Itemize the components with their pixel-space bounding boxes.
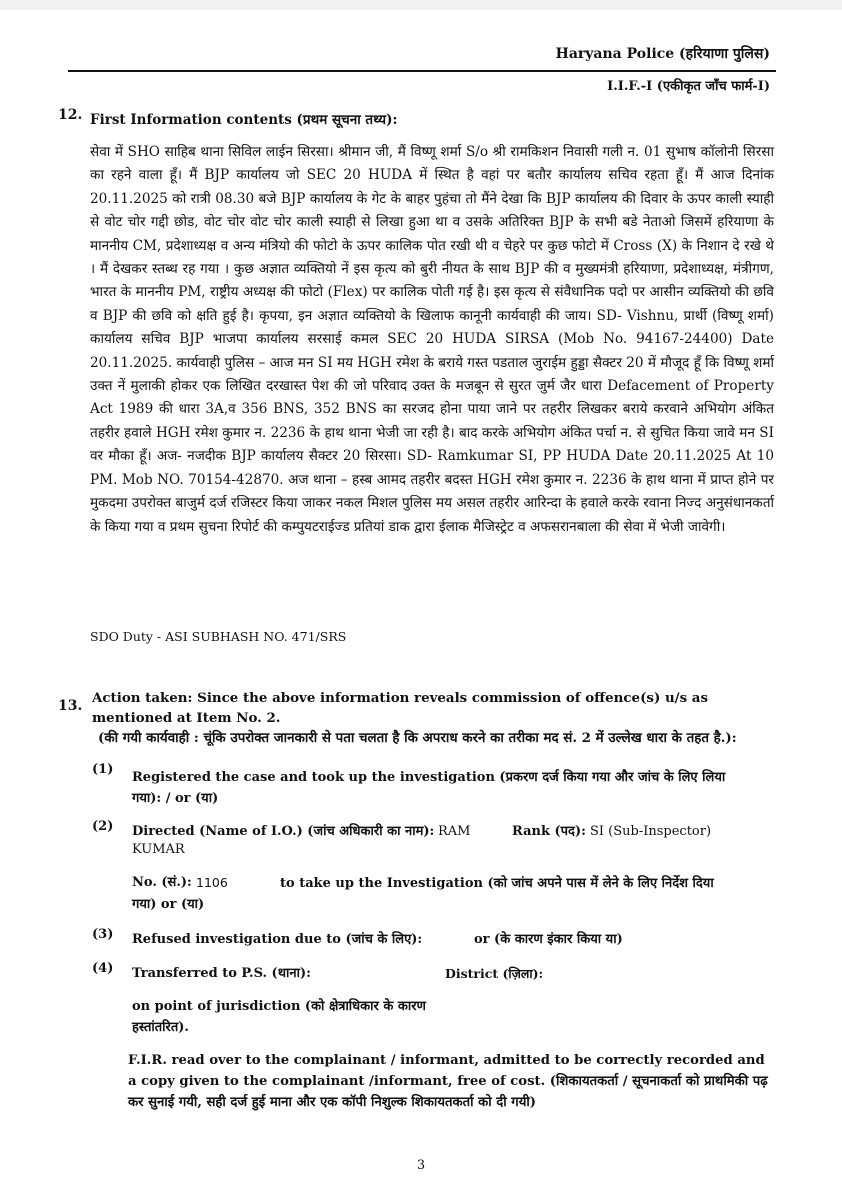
fir-read-over-note: F.I.R. read over to the complainant / informant, admitted to be correctly recorded and a copy given to the complainant /informant, free of cost. (शिकायतकर्ता / सूचनाकर्ता को प्राथमिकी पढ़ कर सुनाई गयी, सही दर्ज हुई माना और एक कॉपी निशुल्क शिकायतकर्ता को दी गयी) [128, 1053, 768, 1110]
section-13-title [92, 688, 772, 748]
top-band [0, 0, 842, 10]
io-number-value: 1106 [196, 875, 228, 890]
item-3-number: (3) [92, 927, 114, 942]
section-13-number: 13. [58, 698, 83, 714]
section-13-title-en: Action taken: Since the above information reveals commission of offence(s) u/s as mentioned at Item No. 2. [92, 690, 708, 726]
jurisdiction-text: on point of jurisdiction (को क्षेत्राधिकार के कारण हस्तांतरित). [132, 999, 426, 1035]
refused-reason-or: or (के कारण इंकार किया या) [474, 932, 623, 947]
item-1-text: Registered the case and took up the investigation (प्रकरण दर्ज किया गया और जांच के लिए लिया गया): / or (या) [132, 770, 726, 806]
header-org: Haryana Police (हरियाणा पुलिस) [555, 46, 770, 62]
header-form-name: I.I.F.-I (एकीकृत जाँच फार्म-I) [607, 79, 770, 94]
rank-label: Rank (पद): [512, 824, 586, 839]
directed-io-label: Directed (Name of I.O.) (जांच अधिकारी का नाम): [132, 824, 435, 839]
item-1-number: (1) [92, 762, 114, 777]
section-12-number: 12. [58, 107, 83, 123]
refused-investigation: Refused investigation due to (जांच के लिए): [132, 932, 423, 947]
io-number-label: No. (सं.): [132, 875, 192, 890]
transferred-ps-label: Transferred to P.S. (थाना): [132, 966, 311, 981]
first-information-contents: सेवा में SHO साहिब थाना सिविल लाईन सिरसा। श्रीमान जी, मैं विष्णू शर्मा S/o श्री रामकिशन निवासी गली न. 01 सुभाष कॉलोनी सिरसा का रहने वाला हूँ। मैं BJP कार्यालय जो SEC 20 HUDA में स्थित है वहां पर बतौर कार्यालय सचिव रहता हूँ। मैं आज दिनांक 20.11.2025 को रात्री 08.30 बजे BJP कार्यालय के गेट के बाहर पुहंचा तो मैंने देखा कि BJP कार्यालय की दिवार के ऊपर काली स्याही से वोट चोर गद्दी छोड, वोट चोर वोट चोर काली स्याही से लिखा हुआ था व उसके अतिरिक्त BJP के सभी बडे नेताओ जिसमें हरियाणा के माननीय CM, प्रदेशाध्यक्ष व अन्य मंत्रियो की फोटो के ऊपर कालिक पोत रखी थी व चेहरे पर कुछ फोटो में Cross (X) के निशान दे रखे थे । मैं देखकर स्तब्ध रह गया । कुछ अज्ञात व्यक्तियो नें इस कृत्य को बुरी नीयत के साथ BJP की व मुख्यमंत्री हरियाणा, प्रदेशाध्यक्ष, मंत्रीगण, भारत के माननीय PM, राष्ट्रीय अध्यक्ष की फोटो (Flex) पर कालिक पोती गई है। इस कृत्य से संवैधानिक पदो पर आसीन व्यक्तियो की छवि व BJP की छवि को क्षति हुई है। कृपया, इन अज्ञात व्यक्तियो के खिलाफ कानूनी कार्यवाही की जाय। SD- Vishnu, प्रार्थी (विष्णू शर्मा) कार्यालय सचिव BJP भाजपा कार्यालय सरसाई कमल SEC 20 HUDA SIRSA (Mob No. 94167-24400) Date 20.11.2025. कार्यवाही पुलिस – आज मन SI मय HGH रमेश के बराये गस्त पडताल जुराईम हुड्डा सैक्टर 20 में मौजूद हूँ कि विष्णू शर्मा उक्त नें मुलाकी होकर एक लिखित दरखास्त पेश की जो परिवाद उक्त के मजबून से सुरत जुर्म जैर धारा Defacement of Property Act 1989 की धारा 3A,व 356 BNS, 352 BNS का सरजद होना पाया जाने पर तहरीर लिखकर बराये करवाने अभियोग अंकित तहरीर हवाले HGH रमेश कुमार न. 2236 के हाथ थाना भेजी जा रही है। बाद करके अभियोग अंकित पर्चा न. से सुचित किया जावे मन SI वर मौका हूँ। अज- नजदीक BJP कार्यालय सैक्टर 20 सिरसा। SD- Ramkumar SI, PP HUDA Date 20.11.2025 At 10 PM. Mob NO. 70154-42870. अज थाना – हस्ब आमद तहरीर बदस्त HGH रमेश कुमार न. 2236 के हाथ थाना में प्राप्त होने पर मुकदमा उपरोक्त बाजुर्म दर्ज रजिस्टर किया जाकर नकल मिशल पुलिस मय असल तहरीर आरिन्दा के हवाले करके रवाना निज्द अनुसंधानकर्ता के किया गया व प्रथम सुचना रिपोर्ट की कम्पुयटराईज्ड प्रतियां डाक द्वारा ईलाक मैजिस्ट्रेट व अफसरानबाला की सेवा में भेजी जावेगी। [90, 144, 774, 535]
section-13-title-hi: (की गयी कार्यवाही : चूंकि उपरोक्त जानकारी से पता चलता है कि अपराध करने का तरीका मद सं. 2 में उल्लेख धारा के तहत है.): [98, 730, 737, 746]
sdo-duty: SDO Duty - ASI SUBHASH NO. 471/SRS [90, 629, 347, 644]
item-4-number: (4) [92, 961, 114, 976]
io-name-line2: KUMAR [132, 842, 185, 857]
io-name-line1: RAM [438, 824, 471, 839]
take-up-investigation: to take up the Investigation (को जांच अपने पास में लेने के लिए निर्देश दिया गया) or (या) [132, 876, 714, 912]
item-2-number: (2) [92, 819, 114, 834]
header-rule [68, 70, 776, 72]
page-number: 3 [416, 1158, 426, 1173]
section-12-title: First Information contents (प्रथम सूचना तथ्य): [90, 112, 398, 128]
district-label: District (ज़िला): [445, 966, 544, 981]
rank-value: SI (Sub-Inspector) [590, 824, 712, 839]
